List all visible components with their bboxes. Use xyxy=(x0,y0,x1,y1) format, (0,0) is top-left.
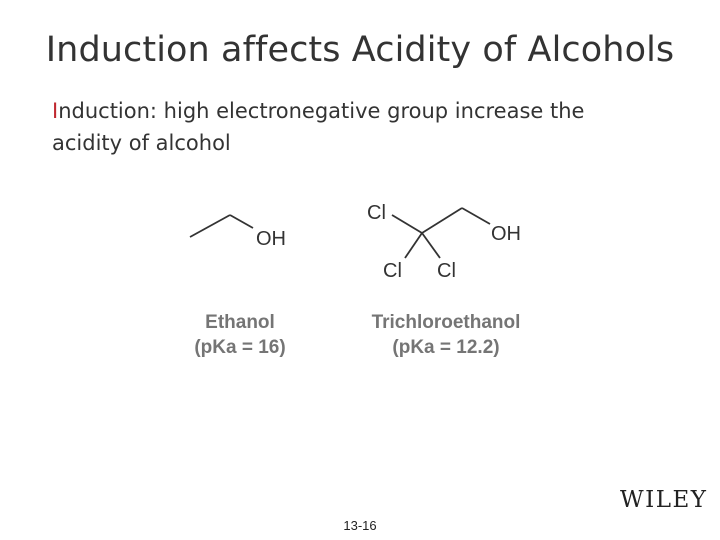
trichloro-cl-bottom-right-label: Cl xyxy=(437,260,456,282)
trichloro-oh-label: OH xyxy=(491,223,521,245)
trichloro-bond xyxy=(392,215,422,233)
trichloro-cl-bottom-left-label: Cl xyxy=(383,260,402,282)
trichloro-cl-top-label: Cl xyxy=(367,202,386,224)
trichloro-bond xyxy=(462,208,490,224)
trichloro-bond xyxy=(405,233,422,258)
trichloroethanol-structure xyxy=(367,202,521,282)
ethanol-name: Ethanol xyxy=(205,312,275,333)
ethanol-bond xyxy=(230,215,253,228)
body-rest: nduction: high electronegative group increase the acidity of alcohol xyxy=(52,99,585,155)
slide-number: 13-16 xyxy=(343,518,377,533)
trichloro-bond xyxy=(422,208,462,233)
ethanol-structure xyxy=(190,215,286,250)
wiley-logo: WILEY xyxy=(620,487,708,513)
trichloroethanol-pka: (pKa = 12.2) xyxy=(392,337,500,358)
slide-title: Induction affects Acidity of Alcohols xyxy=(45,30,675,70)
ethanol-oh-label: OH xyxy=(256,228,286,250)
body-first-letter: I xyxy=(52,99,59,123)
ethanol-pka: (pKa = 16) xyxy=(194,337,286,358)
trichloro-bond xyxy=(422,233,440,258)
trichloroethanol-name: Trichloroethanol xyxy=(371,312,521,333)
ethanol-bond xyxy=(190,215,230,237)
